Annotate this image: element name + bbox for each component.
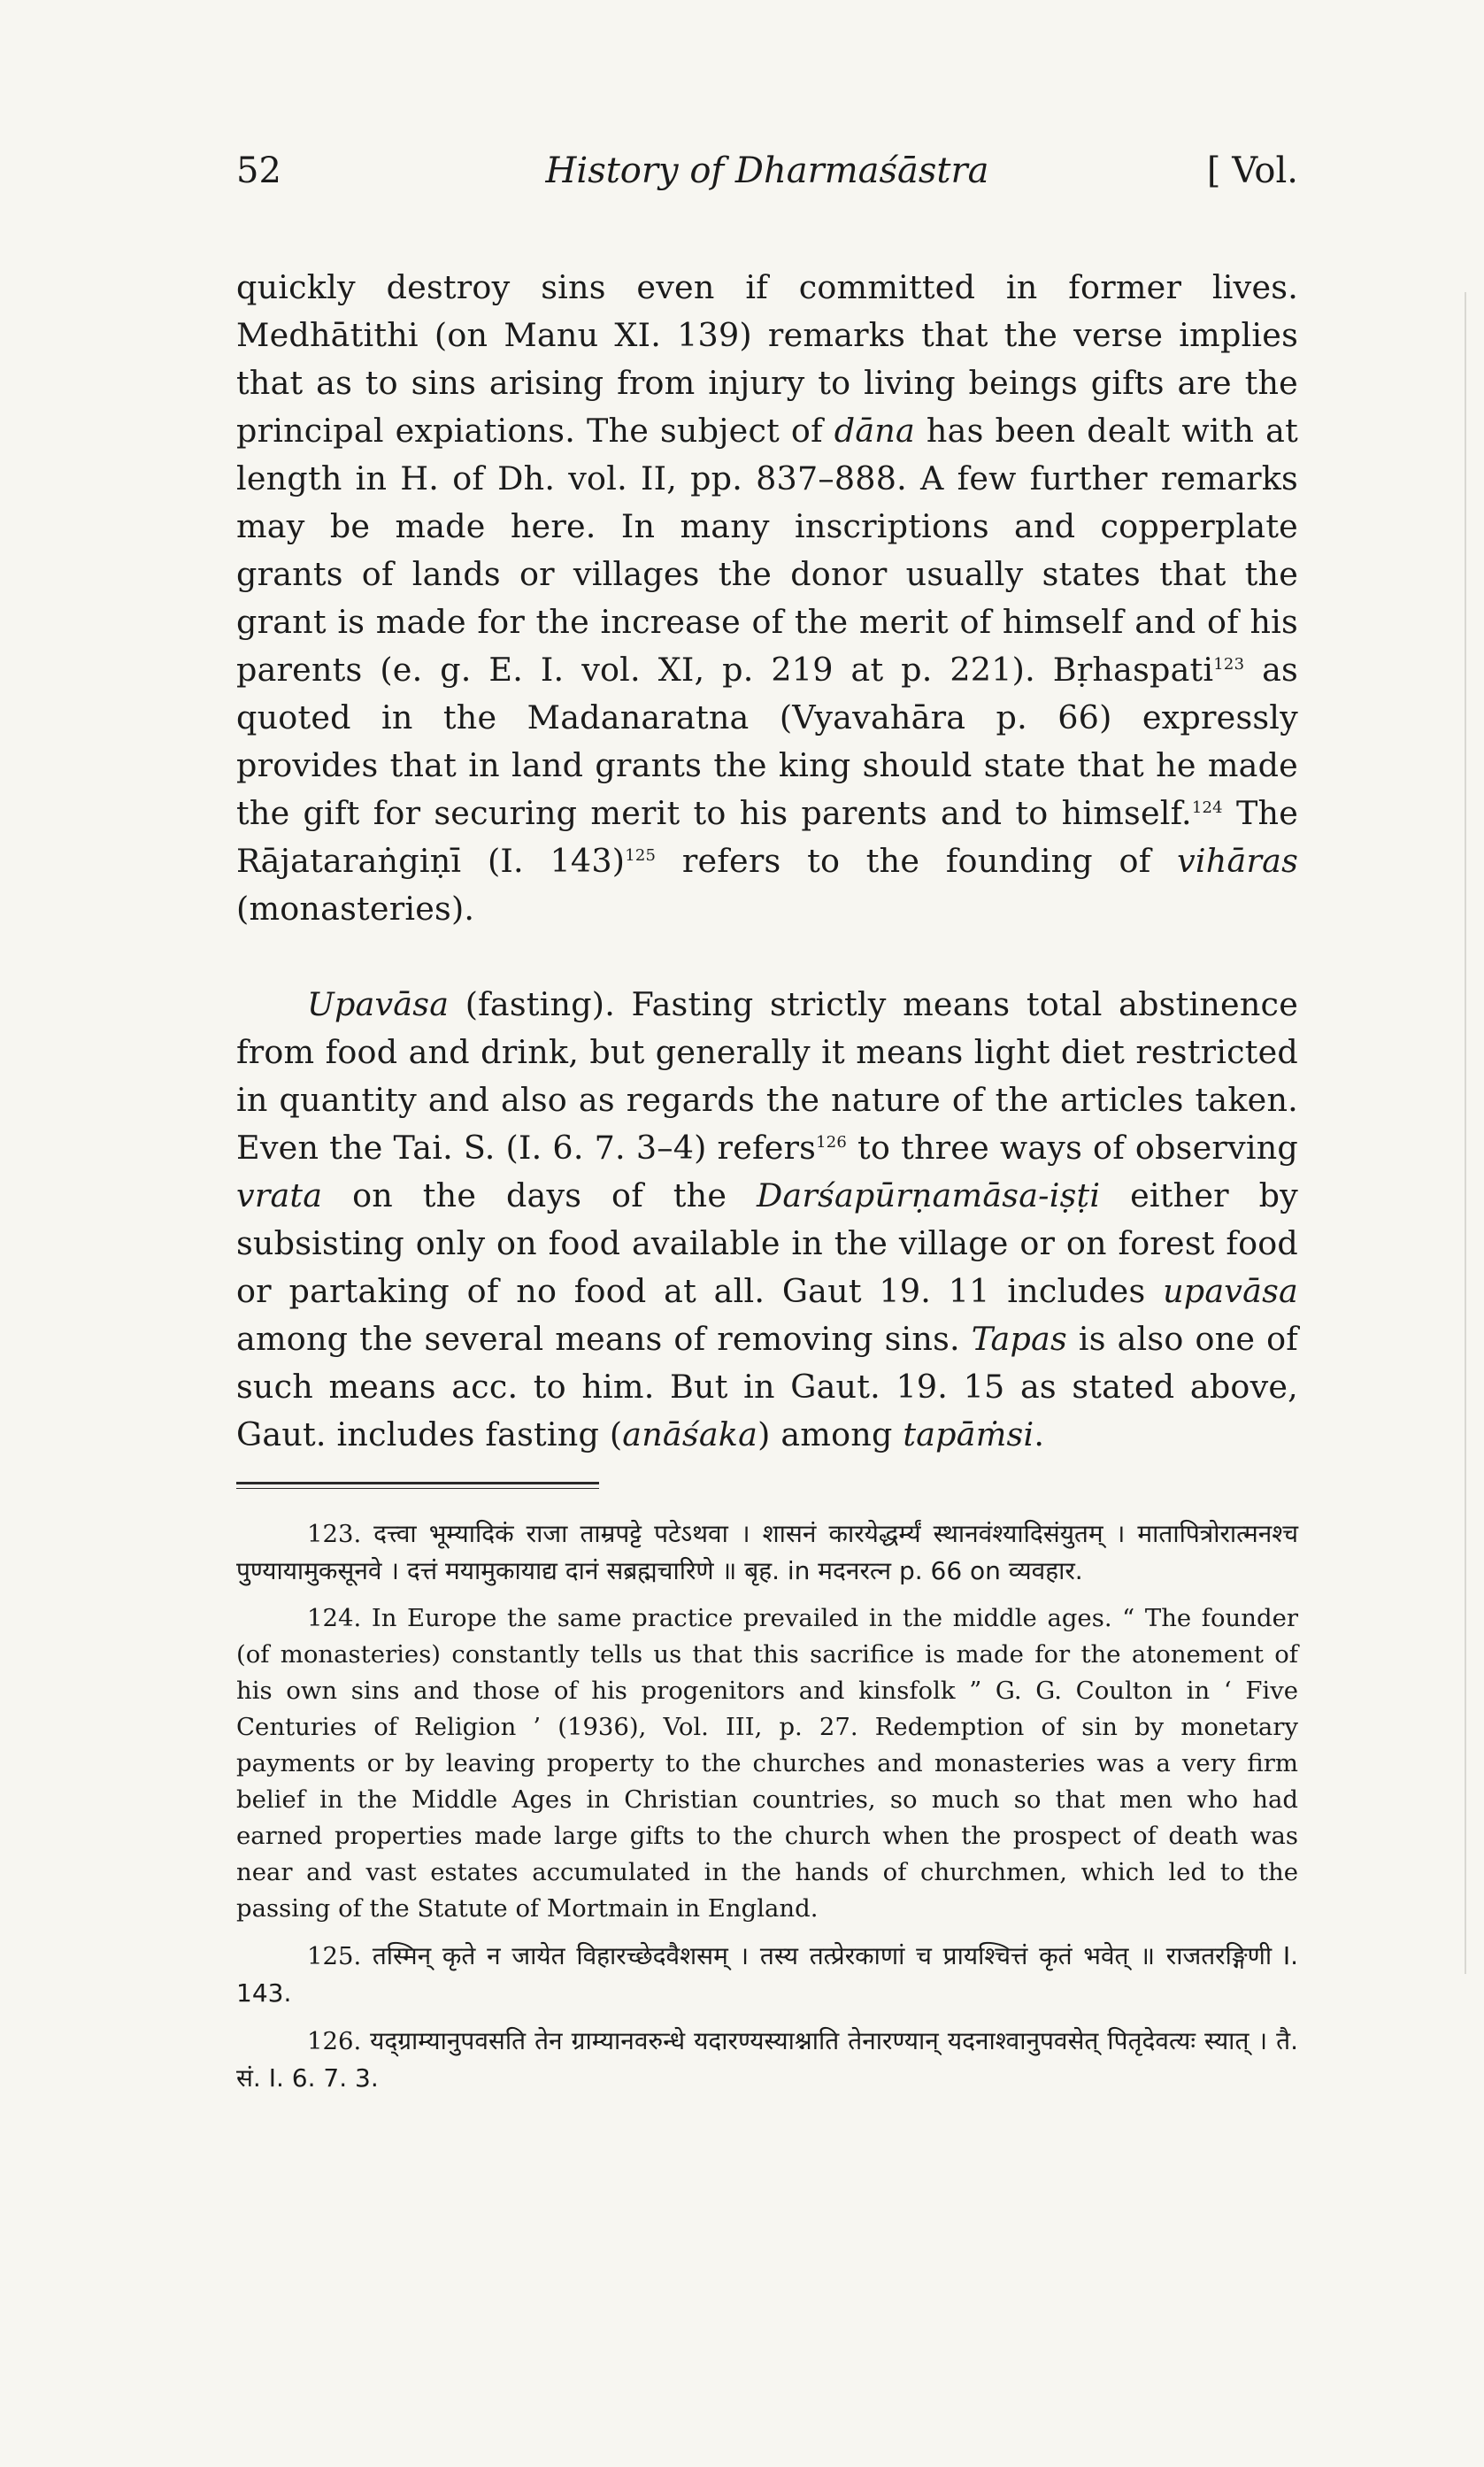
term-vrata: vrata xyxy=(236,1176,323,1214)
footnote-ref-124: 124 xyxy=(1191,798,1223,817)
footnote-124 xyxy=(236,1600,1298,1927)
text-span: The Rājataraṅgiṇī (I. 143) xyxy=(236,794,1299,880)
text-span: on the days of the xyxy=(322,1176,757,1214)
term-darsapurnamasa: Darśapūrṇamāsa-iṣṭi xyxy=(756,1176,1101,1214)
page xyxy=(236,150,1298,2108)
text-span: refers to the founding of xyxy=(656,842,1178,880)
text-span: has been dealt with at length in H. of Dh. vol. II, pp. 837–888. A few further remarks may be made here. In many inscriptions and copperplate grants of lands or villages the donor usually states that the grant is made for the increase of the merit of himself and of his parents (e. g. E. I. vol. XI, p. 219 at p. 221). Bṛhaspati xyxy=(236,412,1298,689)
footnote-text: यद्ग्राम्यानुपवसति तेन ग्राम्यानवरुन्धे यदारण्यस्याश्नाति तेनारण्यान् यदनाश्वानुपवसेत् पितृदेवत्यः स्यात् । तै. सं. I. 6. 7. 3. xyxy=(236,2026,1298,2093)
footnote-divider xyxy=(236,1482,599,1484)
footnote-ref-125: 125 xyxy=(625,845,657,865)
text-span: is also one of such means acc. to him. But in Gaut. 19. 15 as stated above, Gaut. includes fasting ( xyxy=(236,1320,1298,1453)
footnote-text: दत्त्वा भूम्यादिकं राजा ताम्रपट्टे पटेऽथवा । शासनं कारयेद्धर्म्यं स्थानवंश्यादिसंयुतम् । मातापित्रोरात्मनश्च पुण्यायामुकसूनवे । दत्तं मयामुकायाद्य दानं सब्रह्मचारिणे ॥ बृह. in मदनरत्न p. 66 on व्यवहार. xyxy=(236,1519,1298,1585)
footnote-125 xyxy=(236,1938,1298,2012)
scan-edge-line xyxy=(1465,292,1466,1974)
text-span: among the several means of removing sins. xyxy=(236,1320,972,1358)
footnote-126 xyxy=(236,2023,1298,2097)
paragraph-upavasa xyxy=(236,981,1298,1459)
term-upavasa: upavāsa xyxy=(1163,1272,1298,1310)
footnotes xyxy=(236,1515,1298,2097)
main-text xyxy=(236,264,1298,1459)
footnote-divider xyxy=(236,1488,599,1489)
term-upavasa: Upavāsa xyxy=(307,985,450,1023)
footnote-number: 125. xyxy=(307,1942,362,1970)
text-span: as quoted in the Madanaratna (Vyavahāra p. 66) expressly provides that in land grants the king should state that he made the gift for securing merit to his parents and to himself. xyxy=(236,651,1298,832)
text-span: (monasteries). xyxy=(236,890,475,928)
volume-label: [ Vol. xyxy=(1206,150,1298,191)
footnote-text: तस्मिन् कृते न जायेत विहारच्छेदवैशसम् । तस्य तत्प्रेरकाणां च प्रायश्चित्तं कृतं भवेत् ॥ राजतरङ्गिणी I. 143. xyxy=(236,1941,1298,2008)
footnote-123 xyxy=(236,1515,1298,1590)
footnote-text: In Europe the same practice prevailed in the middle ages. “ The founder (of monasteries) constantly tells us that this sacrifice is made for the atonement of his own sins and those of his progenitors and kinsfolk ” G. G. Coulton in ‘ Five Centuries of Religion ’ (1936), Vol. III, p. 27. Redemption of sin by monetary payments or by leaving property to the churches and monasteries was a very firm belief in the Middle Ages in Christian countries, so much so that men who had earned properties made large gifts to the church when the prospect of death was near and vast estates accumulated in the hands of churchmen, which led to the passing of the Statute of Mortmain in England. xyxy=(236,1604,1298,1923)
footnote-ref-126: 126 xyxy=(816,1132,848,1152)
paragraph-dana xyxy=(236,264,1298,933)
text-span: either by subsisting only on food available in the village or on forest food or partaking of no food at all. Gaut 19. 11 includes xyxy=(236,1176,1298,1310)
footnote-number: 126. xyxy=(307,2027,362,2055)
term-anasaka: anāśaka xyxy=(622,1415,758,1453)
term-tapas: Tapas xyxy=(971,1320,1067,1358)
footnote-number: 124. xyxy=(307,1604,362,1632)
running-header xyxy=(236,150,1298,204)
term-dana: dāna xyxy=(834,412,915,450)
text-span: ) among xyxy=(757,1415,903,1453)
text-span: quickly destroy sins even if committed in former lives. Medhātithi (on Manu XI. 139) remarks that the verse implies that as to sins arising from injury to living beings gifts are the principal expiations. The subject of xyxy=(236,268,1298,450)
term-viharas: vihāras xyxy=(1177,842,1298,880)
running-title: History of Dharmaśāstra xyxy=(545,150,989,191)
text-span: . xyxy=(1034,1415,1045,1453)
page-number: 52 xyxy=(236,150,281,191)
text-span: to three ways of observing xyxy=(847,1129,1298,1167)
text-span: (fasting). Fasting strictly means total abstinence from food and drink, but generally it means light diet restricted in quantity and also as regards the nature of the articles taken. Even the Tai. S. (I. 6. 7. 3–4) refers xyxy=(236,985,1298,1167)
footnote-ref-123: 123 xyxy=(1213,654,1245,674)
term-tapamsi: tapāṁsi xyxy=(903,1415,1034,1453)
footnote-number: 123. xyxy=(307,1520,362,1548)
